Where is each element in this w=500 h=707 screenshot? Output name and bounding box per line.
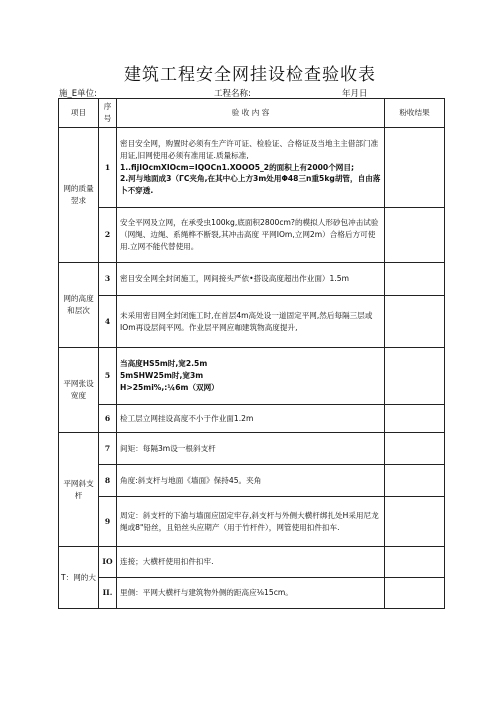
header-result: 粉收结果 — [385, 99, 445, 128]
result-cell[interactable] — [385, 465, 445, 497]
row-number: II. — [99, 578, 117, 609]
result-cell[interactable] — [385, 497, 445, 547]
content-line: 密目安全网，购置时必须有生产许可证、检验证、合格证及当地主主借部门准用证,旧网使用必须有准用证.质量标准, — [120, 139, 379, 160]
content-line: 5mSHW25m时,宽3m — [120, 371, 204, 381]
row-content — [117, 296, 385, 348]
content-line: 检工层立网挂设高度不小于作业面1.2m — [120, 413, 254, 423]
row-content — [117, 465, 385, 497]
result-cell[interactable] — [385, 348, 445, 405]
content-line: 2.河与地面成3（ΓC夹角,在其中心上方3m处用Φ48三n重5kg胡管，自由落卜不穿透. — [120, 174, 381, 196]
result-cell[interactable] — [385, 128, 445, 208]
inspection-table — [58, 98, 445, 609]
construction-unit-label: 施_E单位: — [59, 89, 97, 99]
project-name-label: 工程名称: — [214, 89, 251, 99]
category-quality: 网的质量翌求 — [59, 128, 99, 263]
row-content — [117, 348, 385, 405]
content-line: 当高度HS5m时,宽2.5m — [120, 359, 208, 369]
result-cell[interactable] — [385, 405, 445, 433]
row-content — [117, 208, 385, 263]
category-brace: 平网斜支杆 — [59, 433, 99, 547]
row-number: 1 — [99, 128, 117, 208]
date-label: 年月日 — [342, 89, 368, 99]
category-width: 平网张设宽度 — [59, 348, 99, 433]
result-cell[interactable] — [385, 263, 445, 296]
result-cell[interactable] — [385, 208, 445, 263]
category-beam: T：网的大 — [59, 547, 99, 609]
row-content — [117, 433, 385, 465]
result-cell[interactable] — [385, 433, 445, 465]
row-number: IO — [99, 547, 117, 578]
row-number: 8 — [99, 465, 117, 497]
row-content — [117, 578, 385, 609]
row-number: 7 — [99, 433, 117, 465]
content-line: 角度:斜支杆与地面《墙面》保持45。夹角 — [120, 475, 262, 485]
row-number: 4 — [99, 296, 117, 348]
header-content: 验 收 内 容 — [117, 99, 385, 128]
row-content — [117, 128, 385, 208]
content-line: 间矩：每隔3m设一根斜支杆 — [120, 443, 216, 453]
result-cell[interactable] — [385, 578, 445, 609]
header-item: 项目 — [59, 99, 99, 128]
row-content — [117, 405, 385, 433]
content-line: 安全平网及立网，在承受虫100kg,底面积2800cm?的模拟人形砂包冲击试验（网绳、边绳、系绳桦不断裂,其冲击高度 平网IOm,立网2m）合格后方可使用.立网不能代替使用。 — [120, 218, 379, 251]
row-number: 2 — [99, 208, 117, 263]
row-number: 3 — [99, 263, 117, 296]
content-line: 连接；大横杆使用扣件扣牢. — [120, 557, 214, 567]
content-line: 密目安全网全封闭施工，网间接头严依•搭设高度超出作业面）1.5m — [120, 274, 349, 284]
row-number: 9 — [99, 497, 117, 547]
row-number: 5 — [99, 348, 117, 405]
row-content — [117, 497, 385, 547]
category-height: 网的高度和层次 — [59, 263, 99, 348]
content-line: 1..fijIOcmXIOcm=IQOCn1.XOOO5_2的面积上有2000个网目; — [120, 162, 355, 172]
content-line: 里侧：平网大横杆与建筑物外侧的距高应⅛15cm。 — [120, 588, 293, 598]
page-title: 建筑工程安全网挂设检查验收表 — [124, 65, 376, 85]
row-content — [117, 263, 385, 296]
content-line: 未采用密目网全封闭施工时,在首层4m高处设一道固定平网,然后每隔三层或IOm再设层间平网。作业层平网应咖建筑物高度提升, — [120, 310, 373, 332]
result-cell[interactable] — [385, 296, 445, 348]
content-line: H>25mi%,:¼6m（双网） — [120, 382, 219, 392]
header-seq: 序号 — [99, 99, 117, 128]
result-cell[interactable] — [385, 547, 445, 578]
content-line: 周定：斜支杆的下渝与墙面应固定牢存,斜支杆与外侧大横杆绑扎处H采用尼龙绳或8"铅丝，且铅丝头应期产（用于竹杆件），网管使用扣件扣车. — [120, 510, 379, 532]
row-content — [117, 547, 385, 578]
row-number: 6 — [99, 405, 117, 433]
